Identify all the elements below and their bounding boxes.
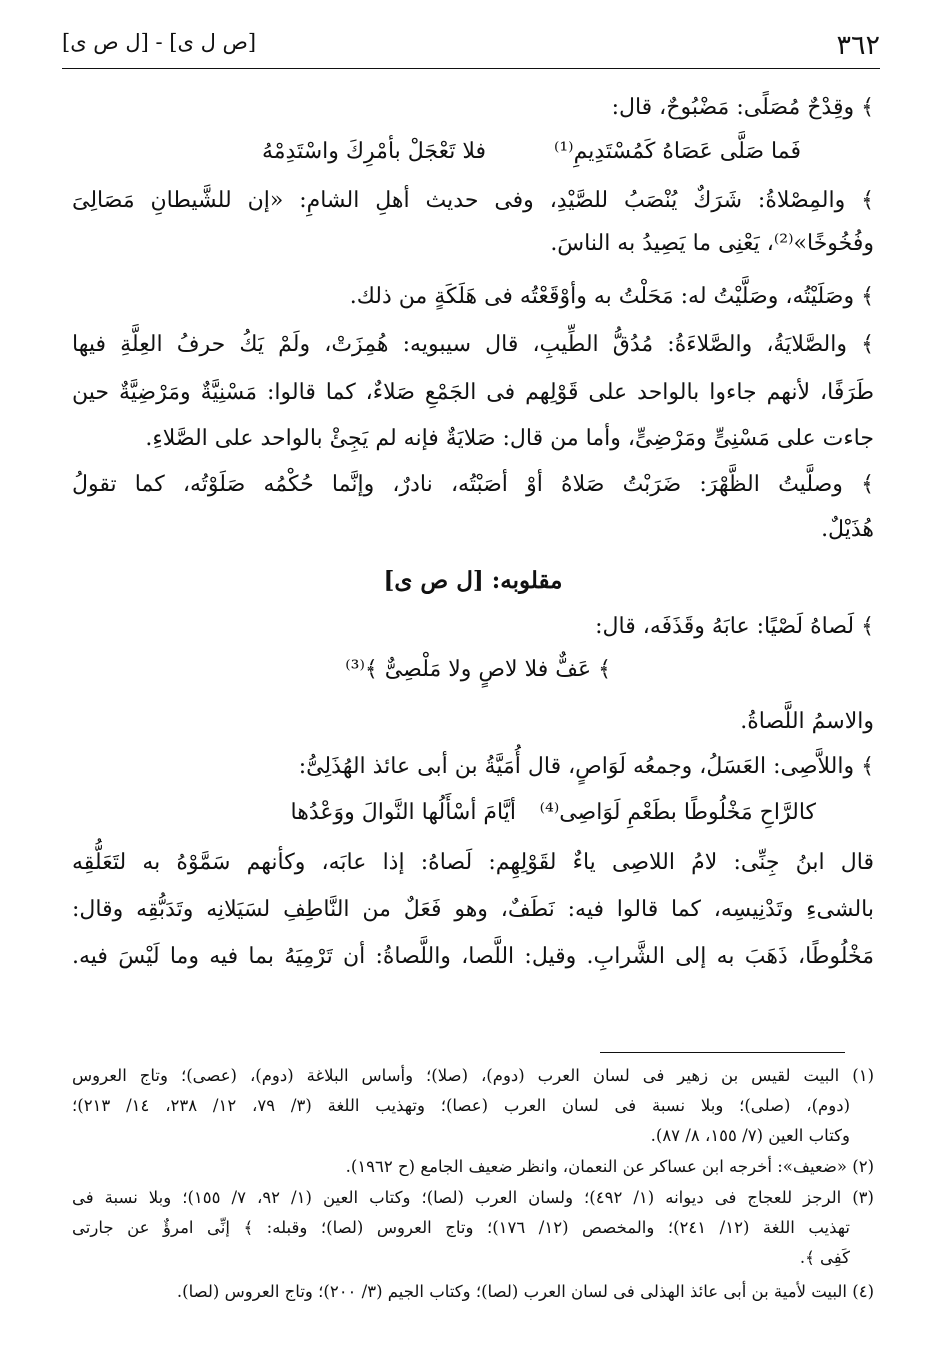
footnote-1-line-1: (١) البيت لقيس بن زهير فى لسان العرب (دوم)، (صلا)؛ وأساس البلاغة (دوم)، (عصى)؛ وتاج العروس <box>72 1066 874 1085</box>
verse-2-hemistich-right: أيَّامَ أسْأَلُها النَّوالَ ووَعْدُها <box>290 800 516 825</box>
body-line-16: قال ابنُ جِنِّى: لامُ اللاصِى ياءٌ لقَوْلِهِم: لَصاهُ: إذا عابَه، وكأنهم سَمَّوْهُ به لتَعَلُّقِه <box>72 850 874 875</box>
body-line-8: جاءت على مَسْنِىٍّ ومَرْضِىٍّ، وأما من قال: صَلايَةٌ فإنه لم يَجِئْ بالواحد على الصَّلاءِ. <box>145 426 874 451</box>
footnote-3-line-3: كَفِى ﴾. <box>799 1248 850 1267</box>
page-header <box>62 24 880 64</box>
body-line-7: طَرَفًا، لأنهم جاءوا بالواحد على قَوْلِهم فى الجَمْعِ صَلاءٌ، كما قالوا: مَسْنِيَّةٌ ومَرْضِيَّةٌ حين <box>72 380 874 405</box>
footnote-4: (٤) البيت لأمية بن أبى عائذ الهذلى فى لسان العرب (لصا)؛ وكتاب الجيم (٣/ ٢٠٠)؛ وتاج العروس (لصا). <box>176 1282 874 1301</box>
body-line-5: ﴾ وصَلَيْتُه، وصَلَّيْتُ له: مَحَلْتُ به وأوْقَعْتُه فى هَلَكَةٍ من ذلك. <box>349 284 874 309</box>
header-rule <box>62 68 880 69</box>
body-line-3: ﴾ والمِصْلاةُ: شَرَكٌ يُنْصَبُ للصَّيْدِ، وفى حديث أهلِ الشامِ: «إن للشَّيطانِ مَصَالِىَ <box>72 188 874 213</box>
footnote-3-line-1: (٣) الرجز للعجاج فى ديوانه (١/ ٤٩٢)؛ ولسان العرب (لصا)؛ وكتاب العين (١/ ٩٢، ٧/ ١٥٥)؛ وبلا نسبة فى <box>72 1188 874 1207</box>
body-line-17: بالشىءِ وتَدْنِيسِه، كما قالوا فيه: نَطَفٌ، وهو فَعَلٌ من النَّاطِفِ لسَيَلانِه وتَدَبُّقِه وقال: <box>72 897 874 922</box>
body-line-18: مَخْلُوطًا، ذَهَبَ به إلى الشَّرابِ. وقيل: اللَّصا، واللَّصاةُ: أن تَرْمِيَهُ بما فيه وما لَيْسَ فيه. <box>72 944 874 969</box>
body-line-13: والاسمُ اللَّصاةُ. <box>740 709 874 734</box>
body-line-14: ﴾ واللاَّصِى: العَسَلُ، وجمعُه لَوَاصٍ، قال أُمَيَّةُ بن أبى عائذ الهُذَلِىُّ: <box>298 754 874 779</box>
rajaz-verse: ﴾ عَفٌّ فلا لاصٍ ولا مَلْصِىٌّ ﴾⁽³⁾ <box>345 657 611 682</box>
body-line-1: ﴾ وقِدْحٌ مُصَلًى: مَضْبُوحٌ، قال: <box>611 95 874 120</box>
body-line-11: ﴾ لَصاهُ لَصْيًا: عابَهُ وقَذَفَه، قال: <box>595 614 874 639</box>
footnote-1-line-3: وكتاب العين (٧/ ١٥٥، ٨/ ٨٧). <box>650 1126 850 1145</box>
footnote-2: (٢) «ضعيف»: أخرجه ابن عساكر عن النعمان، وانظر ضعيف الجامع (ح ١٩٦٢). <box>345 1157 874 1176</box>
page-number: ٣٦٢ <box>836 30 880 61</box>
body-line-6: ﴾ والصَّلايَةُ، والصَّلاءَةُ: مُدُقُّ الطِّيبِ، قال سيبويه: هُمِزَتْ، ولَمْ يَكُ حرفُ العِلَّةِ فيها <box>72 332 874 357</box>
running-head: [ص ل ى] - [ل ص ى] <box>62 30 257 54</box>
section-heading: مقلوبه: [ل ص ى] <box>383 567 563 594</box>
footnote-rule <box>600 1052 845 1053</box>
verse-1-hemistich-left: فَما صَلَّى عَصَاهُ كَمُسْتَدِيمِ⁽¹⁾ <box>553 139 801 164</box>
body-line-4: وفُخُوخًا»⁽²⁾، يَعْنِى ما يَصِيدُ به الناسَ. <box>550 231 874 256</box>
footnote-1-line-2: (دوم)، (صلى)؛ وبلا نسبة فى لسان العرب (عصا)؛ وتهذيب اللغة (٣/ ٧٩، ١٢/ ٢٣٨، ١٤/ ٢١٣)؛ <box>72 1096 851 1115</box>
verse-2-hemistich-left: كالرَّاحِ مَخْلُوطًا بطَعْمِ لَوَاصِى⁽⁴⁾ <box>539 800 816 825</box>
body-line-10: هُذَيْلٌ. <box>821 517 874 542</box>
verse-1-hemistich-right: فلا تَعْجَلْ بأمْرِكَ واسْتَدِمْهُ <box>261 139 486 164</box>
body-line-9: ﴾ وصلَّيتُ الظَّهْرَ: ضَرَبْتُ صَلاهُ أوْ أصَبْتُه، نادرٌ، وإنَّما حُكْمُه صَلَوْتُه، كما تقولُ <box>72 472 874 497</box>
footnote-3-line-2: تهذيب اللغة (١٢/ ٢٤١)؛ والمخصص (١٢/ ١٧٦)؛ وتاج العروس (لصا)؛ وقبله: ﴾ إنِّى امرؤٌ عن جارتى <box>72 1218 850 1237</box>
